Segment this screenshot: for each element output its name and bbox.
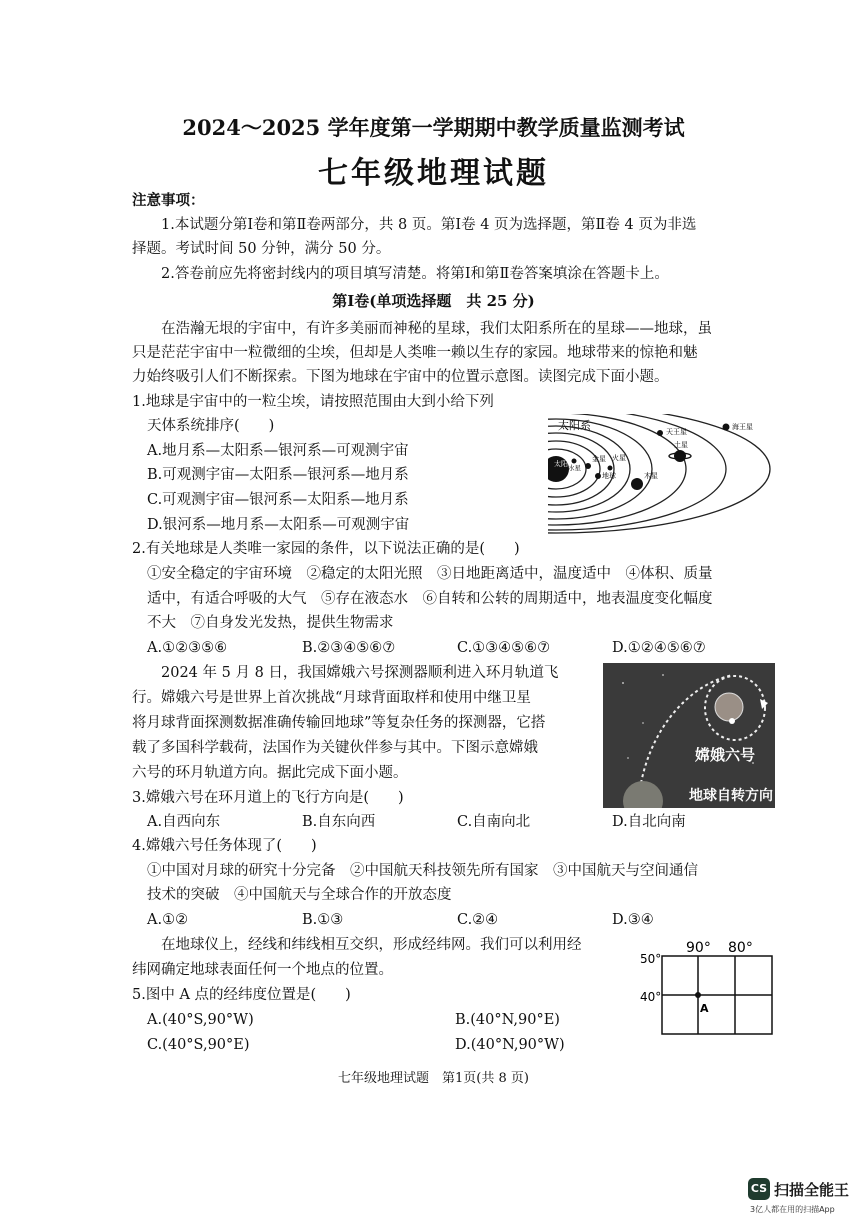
exam-title: 2024～2025 学年度第一学期期中教学质量监测考试 [182, 115, 685, 140]
q1-stem-line-1: 1.地球是宇宙中的一粒尘埃，请按照范围由大到小给下列 [132, 394, 494, 410]
q4-option-c[interactable]: C.②④ [457, 912, 499, 928]
grid-label-lon-80: 80° [728, 940, 753, 956]
scanner-app-name: 扫描全能王 [774, 1181, 850, 1199]
label-mars: 火星 [612, 454, 626, 462]
q2-option-a[interactable]: A.①②③⑤⑥ [147, 640, 228, 656]
label-mercury: 水星 [568, 464, 581, 472]
q2-statement-line-3: 不大 ⑦自身发光发热，提供生物需求 [147, 615, 394, 631]
intro3-line-1: 在地球仪上，经线和纬线相互交织，形成经纬网。我们可以利用经 [161, 937, 582, 953]
solar-system-diagram [548, 414, 780, 534]
earth-globe-icon [623, 781, 663, 808]
earth-rotation-label: 地球自转方向 [689, 788, 773, 804]
q3-stem: 3.嫦娥六号在环月道上的飞行方向是( ) [132, 790, 404, 806]
q1-option-c[interactable]: C.可观测宇宙—银河系—太阳系—地月系 [147, 492, 409, 508]
point-a-label: A [700, 1002, 709, 1015]
intro2-line-5: 六号的环月轨道方向。据此完成下面小题。 [132, 765, 408, 781]
intro2-line-1: 2024 年 5 月 8 日，我国嫦娥六号探测器顺利进入环月轨道飞 [161, 665, 559, 681]
intro1-line-2: 只是茫茫宇宙中一粒微细的尘埃，但却是人类唯一赖以生存的家园。地球带来的惊艳和魅 [132, 345, 698, 361]
q5-option-b[interactable]: B.(40°N,90°E) [455, 1012, 560, 1028]
label-venus: 金星 [592, 455, 606, 463]
q1-option-b[interactable]: B.可观测宇宙—太阳系—银河系—地月系 [147, 467, 409, 483]
intro2-line-3: 将月球背面探测数据准确传输回地球”等复杂任务的探测器，它搭 [132, 715, 546, 731]
notice-heading: 注意事项： [132, 192, 205, 209]
q4-statement-line-1: ①中国对月球的研究十分完备 ②中国航天科技领先所有国家 ③中国航天与空间通信 [147, 863, 698, 879]
grid-label-lat-50: 50° [640, 952, 662, 966]
change6-probe-icon [729, 718, 735, 724]
label-saturn: 土星 [674, 441, 688, 449]
q5-stem: 5.图中 A 点的经纬度位置是( ) [132, 987, 351, 1003]
q4-statement-line-2: 技术的突破 ④中国航天与全球合作的开放态度 [147, 887, 452, 903]
section-heading: 第Ⅰ卷(单项选择题 共 25 分) [332, 292, 535, 310]
intro2-line-2: 行。嫦娥六号是世界上首次挑战“月球背面取样和使用中继卫星 [132, 690, 531, 706]
notice-item-2: 2.答卷前应先将密封线内的项目填写清楚。将第Ⅰ和第Ⅱ卷答案填涂在答题卡上。 [161, 266, 669, 282]
q4-option-b[interactable]: B.①③ [302, 912, 344, 928]
intro2-line-4: 载了多国科学载荷，法国作为关键伙伴参与其中。下图示意嫦娥 [132, 740, 538, 756]
q1-option-a[interactable]: A.地月系—太阳系—银河系—可观测宇宙 [147, 443, 409, 459]
latlon-grid-diagram [636, 934, 776, 1039]
label-uranus: 天王星 [666, 428, 687, 436]
change6-label: 嫦娥六号 [695, 746, 756, 764]
q5-option-a[interactable]: A.(40°S,90°W) [147, 1012, 254, 1028]
label-neptune: 海王星 [732, 423, 753, 431]
uranus-icon [657, 430, 663, 436]
transfer-path [641, 675, 733, 783]
grid-label-lat-40: 40° [640, 990, 662, 1004]
exam-subtitle: 七年级地理试题 [318, 156, 549, 191]
intro3-line-2: 纬网确定地球表面任何一个地点的位置。 [132, 962, 393, 978]
scanner-app-slogan: 3亿人都在用的扫描App [750, 1205, 835, 1214]
jupiter-icon [631, 478, 643, 490]
q3-option-d[interactable]: D.自北向南 [612, 814, 686, 830]
notice-item-1-line-1: 1.本试题分第Ⅰ卷和第Ⅱ卷两部分，共 8 页。第Ⅰ卷 4 页为选择题，第Ⅱ卷 4 页为非选 [161, 217, 697, 233]
intro1-line-3: 力始终吸引人们不断探索。下图为地球在宇宙中的位置示意图。读图完成下面小题。 [132, 369, 669, 385]
q1-option-d[interactable]: D.银河系—地月系—太阳系—可观测宇宙 [147, 517, 410, 533]
moon-icon [715, 693, 743, 721]
q3-option-c[interactable]: C.自南向北 [457, 814, 531, 830]
q4-stem: 4.嫦娥六号任务体现了( ) [132, 838, 317, 854]
q2-statement-line-1: ①安全稳定的宇宙环境 ②稳定的太阳光照 ③日地距离适中，温度适中 ④体积、质量 [147, 566, 713, 582]
q4-option-a[interactable]: A.①② [147, 912, 189, 928]
notice-item-1-line-2: 择题。考试时间 50 分钟，满分 50 分。 [132, 241, 391, 257]
mercury-icon [572, 459, 577, 464]
page-footer: 七年级地理试题 第1页(共 8 页) [338, 1071, 529, 1086]
q1-stem-line-2: 天体系统排序( ) [147, 418, 275, 434]
venus-icon [585, 463, 591, 469]
scanner-app-logo-icon: CS [748, 1178, 770, 1200]
q2-statement-line-2: 适中，有适合呼吸的大气 ⑤存在液态水 ⑥自转和公转的周期适中，地表温度变化幅度 [147, 591, 713, 607]
q2-option-d[interactable]: D.①②④⑤⑥⑦ [612, 640, 706, 656]
earth-icon [595, 473, 601, 479]
point-a-marker [695, 992, 701, 998]
grid-label-lon-90: 90° [686, 940, 711, 956]
mars-icon [608, 466, 613, 471]
q5-option-d[interactable]: D.(40°N,90°W) [455, 1037, 565, 1053]
q4-option-d[interactable]: D.③④ [612, 912, 654, 928]
q2-stem: 2.有关地球是人类唯一家园的条件，以下说法正确的是( ) [132, 541, 520, 557]
solar-figure-title: 太阳系 [558, 419, 591, 432]
intro1-line-1: 在浩瀚无垠的宇宙中，有许多美丽而神秘的星球，我们太阳系所在的星球——地球，虽 [161, 321, 712, 337]
q2-option-b[interactable]: B.②③④⑤⑥⑦ [302, 640, 396, 656]
grid-lines [662, 956, 772, 1034]
q3-option-b[interactable]: B.自东向西 [302, 814, 376, 830]
neptune-icon [723, 424, 730, 431]
label-jupiter: 木星 [644, 472, 658, 480]
label-earth: 地球 [602, 472, 616, 480]
change6-orbit-figure [603, 663, 775, 808]
saturn-icon [674, 450, 686, 462]
q2-option-c[interactable]: C.①③④⑤⑥⑦ [457, 640, 551, 656]
sun-label: 太阳 [554, 460, 568, 468]
q5-option-c[interactable]: C.(40°S,90°E) [147, 1037, 250, 1053]
q3-option-a[interactable]: A.自西向东 [147, 814, 221, 830]
